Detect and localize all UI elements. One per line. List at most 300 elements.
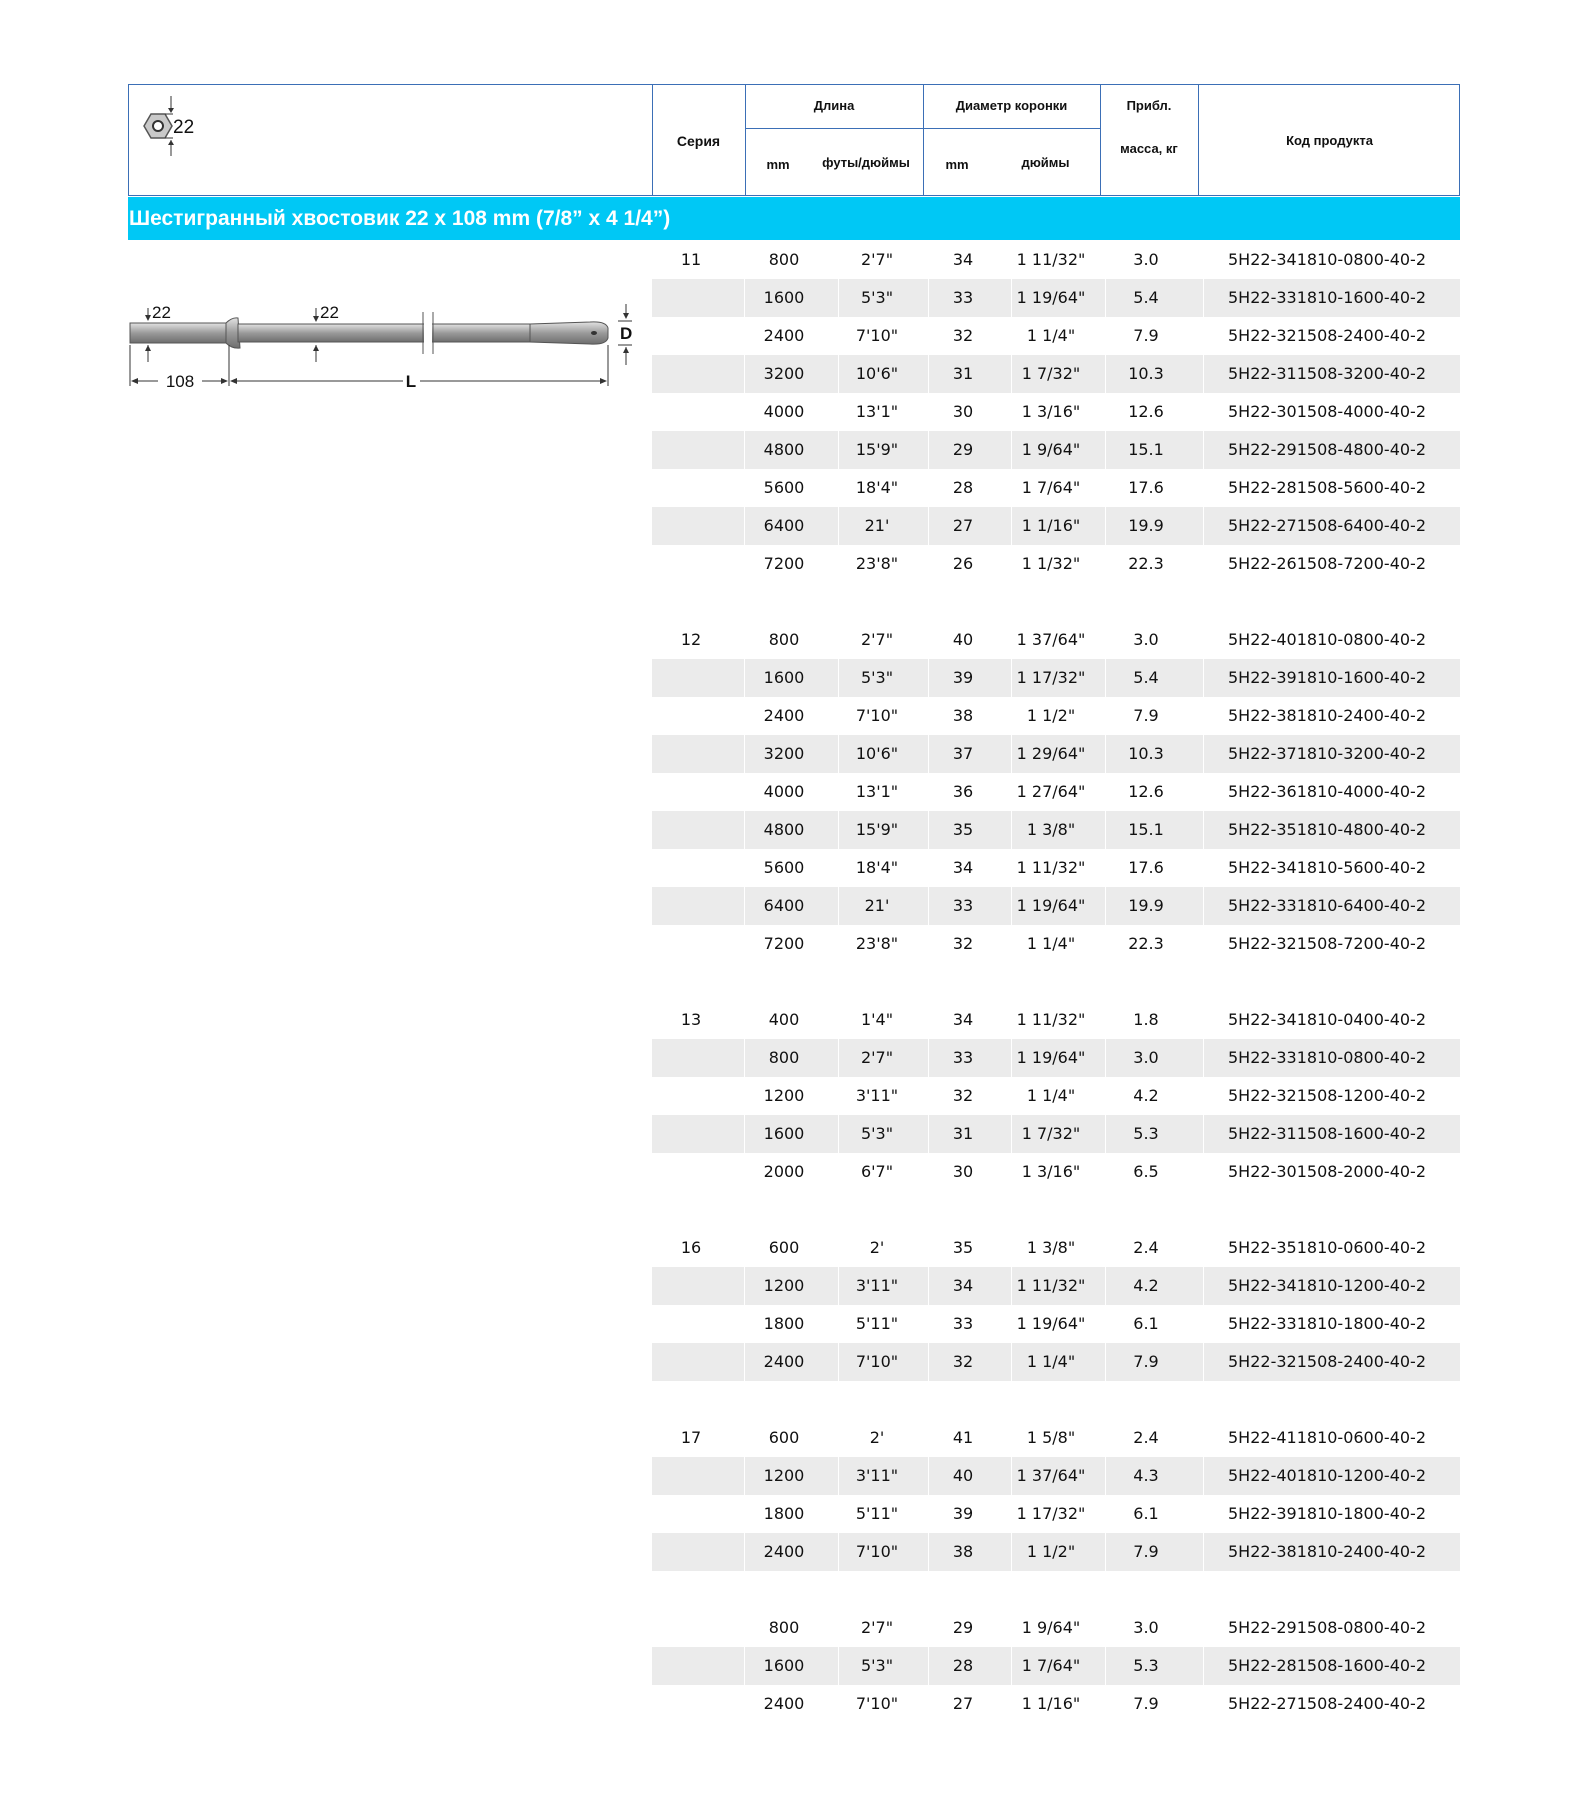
cell-bit-mm: 27 — [952, 1694, 974, 1713]
series-group — [652, 1609, 1460, 1723]
cell-product-code: 5H22-341810-0800-40-2 — [1228, 250, 1426, 269]
cell-length-mm: 800 — [768, 630, 800, 649]
table-row — [652, 1229, 1460, 1267]
dim-rod-length: L — [405, 372, 417, 391]
cell-length-mm: 1200 — [763, 1466, 805, 1485]
cell-product-code: 5H22-331810-1600-40-2 — [1228, 288, 1426, 307]
cell-bit-mm: 31 — [952, 364, 974, 383]
header-mass-1: Прибл. — [1126, 98, 1172, 113]
cell-length-ft: 7'10" — [855, 706, 899, 725]
table-row — [652, 1153, 1460, 1191]
cell-bit-mm: 38 — [952, 706, 974, 725]
cell-mass: 3.0 — [1133, 1048, 1159, 1067]
cell-length-mm: 1600 — [763, 288, 805, 307]
cell-mass: 19.9 — [1128, 896, 1164, 915]
cell-bit-in: 1 11/32" — [1016, 1276, 1086, 1295]
cell-mass: 4.3 — [1133, 1466, 1159, 1485]
series-group — [652, 1419, 1460, 1571]
cell-bit-mm: 34 — [952, 1276, 974, 1295]
cell-length-mm: 600 — [768, 1428, 800, 1447]
cell-mass: 15.1 — [1128, 820, 1164, 839]
cell-bit-in: 1 37/64" — [1016, 630, 1086, 649]
table-row — [652, 1609, 1460, 1647]
cell-length-mm: 2400 — [763, 706, 805, 725]
cell-length-mm: 4000 — [763, 782, 805, 801]
cell-series — [652, 1685, 730, 1723]
cell-bit-in: 1 17/32" — [1016, 668, 1086, 687]
cell-series — [652, 1495, 730, 1533]
cell-length-ft: 10'6" — [855, 364, 899, 383]
cell-bit-in: 1 1/4" — [1026, 934, 1076, 953]
cell-series: 16 — [680, 1238, 702, 1257]
cell-length-mm: 1800 — [763, 1314, 805, 1333]
cell-product-code: 5H22-311508-3200-40-2 — [1228, 364, 1426, 383]
cell-product-code: 5H22-361810-4000-40-2 — [1228, 782, 1426, 801]
cell-bit-in: 1 19/64" — [1016, 288, 1086, 307]
cell-bit-in: 1 3/16" — [1021, 402, 1081, 421]
cell-bit-in: 1 3/16" — [1021, 1162, 1081, 1181]
cell-bit-mm: 37 — [952, 744, 974, 763]
cell-series — [652, 393, 730, 431]
cell-bit-mm: 40 — [952, 1466, 974, 1485]
table-row — [652, 317, 1460, 355]
cell-mass: 4.2 — [1133, 1276, 1159, 1295]
cell-length-ft: 15'9" — [855, 820, 899, 839]
cell-length-ft: 21' — [864, 516, 890, 535]
series-group — [652, 241, 1460, 583]
cell-series — [652, 545, 730, 583]
table-row — [652, 659, 1460, 697]
cell-length-mm: 2400 — [763, 1542, 805, 1561]
table-row — [652, 1647, 1460, 1685]
cell-length-ft: 18'4" — [855, 478, 899, 497]
cell-product-code: 5H22-401810-0800-40-2 — [1228, 630, 1426, 649]
cell-mass: 2.4 — [1133, 1428, 1159, 1447]
cell-series — [652, 279, 730, 317]
cell-length-mm: 1600 — [763, 668, 805, 687]
cell-length-mm: 3200 — [763, 364, 805, 383]
table-row — [652, 1001, 1460, 1039]
cell-bit-mm: 31 — [952, 1124, 974, 1143]
cell-mass: 7.9 — [1133, 1694, 1159, 1713]
cell-length-ft: 3'11" — [855, 1466, 899, 1485]
cell-length-ft: 21' — [864, 896, 890, 915]
cell-bit-mm: 35 — [952, 820, 974, 839]
cell-product-code: 5H22-411810-0600-40-2 — [1228, 1428, 1426, 1447]
table-row — [652, 241, 1460, 279]
cell-length-ft: 10'6" — [855, 744, 899, 763]
table-row — [652, 1039, 1460, 1077]
cell-length-ft: 5'3" — [860, 1124, 894, 1143]
cell-product-code: 5H22-291508-0800-40-2 — [1228, 1618, 1426, 1637]
cell-product-code: 5H22-331810-1800-40-2 — [1228, 1314, 1426, 1333]
cell-series — [652, 317, 730, 355]
cell-product-code: 5H22-271508-6400-40-2 — [1228, 516, 1426, 535]
table-row — [652, 1685, 1460, 1723]
cell-mass: 10.3 — [1128, 364, 1164, 383]
cell-length-ft: 13'1" — [855, 402, 899, 421]
cell-length-mm: 6400 — [763, 896, 805, 915]
cell-product-code: 5H22-381810-2400-40-2 — [1228, 1542, 1426, 1561]
header-product-code: Код продукта — [1286, 133, 1373, 148]
header-length-ft: футы/дюймы — [822, 155, 910, 170]
dim-shank-length: 108 — [165, 372, 195, 391]
cell-length-ft: 2' — [869, 1238, 885, 1257]
cell-series — [652, 659, 730, 697]
cell-length-ft: 18'4" — [855, 858, 899, 877]
cell-bit-in: 1 7/32" — [1021, 1124, 1081, 1143]
table-row — [652, 811, 1460, 849]
cell-mass: 1.8 — [1133, 1010, 1159, 1029]
cell-bit-in: 1 1/4" — [1026, 1086, 1076, 1105]
cell-series: 13 — [680, 1010, 702, 1029]
table-row — [652, 1457, 1460, 1495]
cell-bit-in: 1 11/32" — [1016, 1010, 1086, 1029]
cell-series — [652, 773, 730, 811]
table-row — [652, 507, 1460, 545]
cell-length-mm: 4800 — [763, 820, 805, 839]
cell-mass: 7.9 — [1133, 1352, 1159, 1371]
table-row — [652, 697, 1460, 735]
cell-bit-mm: 33 — [952, 288, 974, 307]
table-row — [652, 735, 1460, 773]
cell-bit-in: 1 7/32" — [1021, 364, 1081, 383]
cell-bit-in: 1 7/64" — [1021, 1656, 1081, 1675]
cell-length-ft: 13'1" — [855, 782, 899, 801]
cell-length-mm: 400 — [768, 1010, 800, 1029]
cell-bit-mm: 27 — [952, 516, 974, 535]
cell-series — [652, 849, 730, 887]
cell-bit-mm: 32 — [952, 1086, 974, 1105]
series-group — [652, 1229, 1460, 1381]
cell-bit-in: 1 1/16" — [1021, 1694, 1081, 1713]
cell-bit-mm: 29 — [952, 440, 974, 459]
cell-bit-in: 1 1/32" — [1021, 554, 1081, 573]
cell-bit-in: 1 11/32" — [1016, 250, 1086, 269]
cell-mass: 3.0 — [1133, 250, 1159, 269]
dim-rod-hex: 22 — [320, 303, 339, 322]
cell-series: 17 — [680, 1428, 702, 1447]
cell-bit-in: 1 27/64" — [1016, 782, 1086, 801]
cell-series — [652, 469, 730, 507]
cell-mass: 22.3 — [1128, 554, 1164, 573]
table-row — [652, 1077, 1460, 1115]
cell-bit-in: 1 9/64" — [1021, 440, 1081, 459]
cell-length-ft: 5'11" — [855, 1314, 899, 1333]
cell-length-mm: 5600 — [763, 478, 805, 497]
cell-series — [652, 1343, 730, 1381]
cell-length-ft: 3'11" — [855, 1276, 899, 1295]
table-row — [652, 393, 1460, 431]
header-bit-diameter: Диаметр коронки — [955, 98, 1068, 113]
cell-series — [652, 697, 730, 735]
cell-length-mm: 1200 — [763, 1276, 805, 1295]
header-length: Длина — [813, 98, 855, 113]
cell-series — [652, 1039, 730, 1077]
cell-mass: 3.0 — [1133, 1618, 1159, 1637]
cell-bit-in: 1 9/64" — [1021, 1618, 1081, 1637]
table-row — [652, 1267, 1460, 1305]
cell-product-code: 5H22-341810-5600-40-2 — [1228, 858, 1426, 877]
cell-length-ft: 5'11" — [855, 1504, 899, 1523]
cell-product-code: 5H22-321508-2400-40-2 — [1228, 326, 1426, 345]
cell-bit-mm: 29 — [952, 1618, 974, 1637]
cell-product-code: 5H22-291508-4800-40-2 — [1228, 440, 1426, 459]
product-table-body — [652, 241, 1460, 1761]
cell-length-ft: 2' — [869, 1428, 885, 1447]
cell-series — [652, 887, 730, 925]
cell-mass: 22.3 — [1128, 934, 1164, 953]
cell-length-mm: 1600 — [763, 1656, 805, 1675]
header-bit-mm: mm — [945, 157, 969, 172]
cell-product-code: 5H22-261508-7200-40-2 — [1228, 554, 1426, 573]
cell-bit-in: 1 37/64" — [1016, 1466, 1086, 1485]
cell-length-mm: 1800 — [763, 1504, 805, 1523]
cell-bit-in: 1 11/32" — [1016, 858, 1086, 877]
cell-mass: 7.9 — [1133, 706, 1159, 725]
cell-series — [652, 1609, 730, 1647]
cell-length-ft: 23'8" — [855, 934, 899, 953]
cell-series — [652, 1533, 730, 1571]
cell-length-mm: 7200 — [763, 934, 805, 953]
cell-product-code: 5H22-371810-3200-40-2 — [1228, 744, 1426, 763]
cell-bit-mm: 38 — [952, 1542, 974, 1561]
cell-length-ft: 7'10" — [855, 1694, 899, 1713]
cell-mass: 6.1 — [1133, 1504, 1159, 1523]
header-series: Серия — [676, 133, 721, 149]
cell-mass: 5.4 — [1133, 668, 1159, 687]
cell-length-mm: 7200 — [763, 554, 805, 573]
header-bit-in: дюймы — [1021, 155, 1070, 170]
table-row — [652, 469, 1460, 507]
cell-product-code: 5H22-321508-1200-40-2 — [1228, 1086, 1426, 1105]
cell-length-ft: 7'10" — [855, 326, 899, 345]
cell-mass: 12.6 — [1128, 402, 1164, 421]
cell-mass: 12.6 — [1128, 782, 1164, 801]
cell-series — [652, 925, 730, 963]
cell-product-code: 5H22-281508-5600-40-2 — [1228, 478, 1426, 497]
table-row — [652, 925, 1460, 963]
cell-length-mm: 2400 — [763, 1694, 805, 1713]
cell-length-mm: 800 — [768, 1618, 800, 1637]
cell-mass: 4.2 — [1133, 1086, 1159, 1105]
cell-bit-mm: 28 — [952, 478, 974, 497]
cell-length-mm: 2000 — [763, 1162, 805, 1181]
cell-product-code: 5H22-321508-2400-40-2 — [1228, 1352, 1426, 1371]
cell-length-ft: 7'10" — [855, 1352, 899, 1371]
cell-length-mm: 3200 — [763, 744, 805, 763]
cell-series — [652, 811, 730, 849]
cell-bit-mm: 33 — [952, 1314, 974, 1333]
cell-series — [652, 1267, 730, 1305]
cell-bit-mm: 28 — [952, 1656, 974, 1675]
dim-shank-hex: 22 — [152, 303, 171, 322]
cell-product-code: 5H22-351810-4800-40-2 — [1228, 820, 1426, 839]
cell-product-code: 5H22-331810-6400-40-2 — [1228, 896, 1426, 915]
cell-length-ft: 3'11" — [855, 1086, 899, 1105]
table-row — [652, 355, 1460, 393]
cell-series — [652, 507, 730, 545]
cell-mass: 6.5 — [1133, 1162, 1159, 1181]
cell-product-code: 5H22-341810-0400-40-2 — [1228, 1010, 1426, 1029]
cell-mass: 7.9 — [1133, 326, 1159, 345]
cell-bit-mm: 34 — [952, 1010, 974, 1029]
cell-length-ft: 7'10" — [855, 1542, 899, 1561]
cell-length-ft: 5'3" — [860, 668, 894, 687]
cell-bit-mm: 32 — [952, 1352, 974, 1371]
cell-mass: 10.3 — [1128, 744, 1164, 763]
cell-length-ft: 6'7" — [860, 1162, 894, 1181]
cell-series — [652, 1153, 730, 1191]
cell-mass: 17.6 — [1128, 858, 1164, 877]
cell-length-mm: 800 — [768, 250, 800, 269]
cell-product-code: 5H22-301508-2000-40-2 — [1228, 1162, 1426, 1181]
cell-mass: 6.1 — [1133, 1314, 1159, 1333]
series-group — [652, 621, 1460, 963]
table-row — [652, 1305, 1460, 1343]
cell-length-mm: 5600 — [763, 858, 805, 877]
product-banner: Шестигранный хвостовик 22 x 108 mm (7/8” x 4 1/4”) — [128, 197, 1460, 240]
cell-bit-mm: 41 — [952, 1428, 974, 1447]
cell-length-mm: 2400 — [763, 1352, 805, 1371]
cell-product-code: 5H22-381810-2400-40-2 — [1228, 706, 1426, 725]
cell-mass: 3.0 — [1133, 630, 1159, 649]
cell-bit-mm: 33 — [952, 1048, 974, 1067]
cell-bit-mm: 32 — [952, 934, 974, 953]
cell-length-mm: 4000 — [763, 402, 805, 421]
cell-product-code: 5H22-391810-1800-40-2 — [1228, 1504, 1426, 1523]
cell-length-ft: 23'8" — [855, 554, 899, 573]
cell-mass: 2.4 — [1133, 1238, 1159, 1257]
cell-mass: 17.6 — [1128, 478, 1164, 497]
cell-bit-in: 1 17/32" — [1016, 1504, 1086, 1523]
cell-mass: 5.4 — [1133, 288, 1159, 307]
cell-series: 12 — [680, 630, 702, 649]
cell-bit-in: 1 7/64" — [1021, 478, 1081, 497]
cell-product-code: 5H22-401810-1200-40-2 — [1228, 1466, 1426, 1485]
cell-bit-mm: 34 — [952, 250, 974, 269]
cell-series: 11 — [680, 250, 702, 269]
cell-length-ft: 2'7" — [860, 250, 894, 269]
hex-icon-label: 22 — [173, 117, 195, 138]
cell-bit-mm: 39 — [952, 1504, 974, 1523]
cell-mass: 7.9 — [1133, 1542, 1159, 1561]
cell-length-mm: 1600 — [763, 1124, 805, 1143]
cell-mass: 5.3 — [1133, 1124, 1159, 1143]
cell-bit-in: 1 1/16" — [1021, 516, 1081, 535]
cell-length-mm: 6400 — [763, 516, 805, 535]
cell-bit-in: 1 3/8" — [1026, 1238, 1076, 1257]
cell-bit-mm: 35 — [952, 1238, 974, 1257]
dim-bit-diameter: D — [620, 324, 633, 343]
cell-length-mm: 800 — [768, 1048, 800, 1067]
cell-series — [652, 1305, 730, 1343]
table-row — [652, 849, 1460, 887]
cell-length-ft: 1'4" — [860, 1010, 894, 1029]
table-row — [652, 1419, 1460, 1457]
cell-bit-in: 1 1/2" — [1026, 706, 1076, 725]
cell-length-ft: 15'9" — [855, 440, 899, 459]
table-row — [652, 887, 1460, 925]
header-length-mm: mm — [766, 157, 790, 172]
cell-bit-in: 1 1/4" — [1026, 326, 1076, 345]
cell-bit-mm: 39 — [952, 668, 974, 687]
table-row — [652, 545, 1460, 583]
cell-length-mm: 600 — [768, 1238, 800, 1257]
cell-length-mm: 2400 — [763, 326, 805, 345]
table-row — [652, 1343, 1460, 1381]
table-row — [652, 1115, 1460, 1153]
table-row — [652, 431, 1460, 469]
header-mass-2: масса, кг — [1120, 141, 1178, 156]
cell-length-ft: 2'7" — [860, 630, 894, 649]
cell-bit-mm: 33 — [952, 896, 974, 915]
cell-bit-mm: 30 — [952, 1162, 974, 1181]
cell-length-mm: 1200 — [763, 1086, 805, 1105]
table-row — [652, 279, 1460, 317]
cell-series — [652, 735, 730, 773]
cell-bit-in: 1 3/8" — [1026, 820, 1076, 839]
cell-bit-mm: 30 — [952, 402, 974, 421]
cell-mass: 19.9 — [1128, 516, 1164, 535]
cell-product-code: 5H22-391810-1600-40-2 — [1228, 668, 1426, 687]
header-divider — [745, 128, 1100, 129]
cell-product-code: 5H22-301508-4000-40-2 — [1228, 402, 1426, 421]
cell-series — [652, 1077, 730, 1115]
drill-rod-diagram — [128, 290, 640, 400]
cell-product-code: 5H22-341810-1200-40-2 — [1228, 1276, 1426, 1295]
cell-bit-mm: 26 — [952, 554, 974, 573]
cell-length-ft: 2'7" — [860, 1618, 894, 1637]
cell-bit-mm: 40 — [952, 630, 974, 649]
cell-length-ft: 5'3" — [860, 288, 894, 307]
table-row — [652, 1533, 1460, 1571]
cell-product-code: 5H22-281508-1600-40-2 — [1228, 1656, 1426, 1675]
cell-bit-in: 1 19/64" — [1016, 896, 1086, 915]
cell-product-code: 5H22-351810-0600-40-2 — [1228, 1238, 1426, 1257]
cell-bit-in: 1 19/64" — [1016, 1048, 1086, 1067]
cell-bit-mm: 36 — [952, 782, 974, 801]
cell-bit-in: 1 1/2" — [1026, 1542, 1076, 1561]
cell-length-mm: 4800 — [763, 440, 805, 459]
cell-bit-mm: 34 — [952, 858, 974, 877]
cell-series — [652, 1457, 730, 1495]
table-row — [652, 621, 1460, 659]
cell-series — [652, 1647, 730, 1685]
cell-mass: 5.3 — [1133, 1656, 1159, 1675]
cell-bit-in: 1 19/64" — [1016, 1314, 1086, 1333]
table-row — [652, 773, 1460, 811]
cell-product-code: 5H22-331810-0800-40-2 — [1228, 1048, 1426, 1067]
cell-bit-in: 1 1/4" — [1026, 1352, 1076, 1371]
cell-bit-mm: 32 — [952, 326, 974, 345]
cell-series — [652, 431, 730, 469]
cell-product-code: 5H22-271508-2400-40-2 — [1228, 1694, 1426, 1713]
table-row — [652, 1495, 1460, 1533]
cell-product-code: 5H22-321508-7200-40-2 — [1228, 934, 1426, 953]
hex-shank-icon — [140, 92, 220, 164]
cell-bit-in: 1 5/8" — [1026, 1428, 1076, 1447]
table-header — [128, 84, 1460, 196]
series-group — [652, 1001, 1460, 1191]
cell-mass: 15.1 — [1128, 440, 1164, 459]
cell-product-code: 5H22-311508-1600-40-2 — [1228, 1124, 1426, 1143]
cell-series — [652, 355, 730, 393]
cell-length-ft: 5'3" — [860, 1656, 894, 1675]
cell-length-ft: 2'7" — [860, 1048, 894, 1067]
cell-series — [652, 1115, 730, 1153]
cell-bit-in: 1 29/64" — [1016, 744, 1086, 763]
